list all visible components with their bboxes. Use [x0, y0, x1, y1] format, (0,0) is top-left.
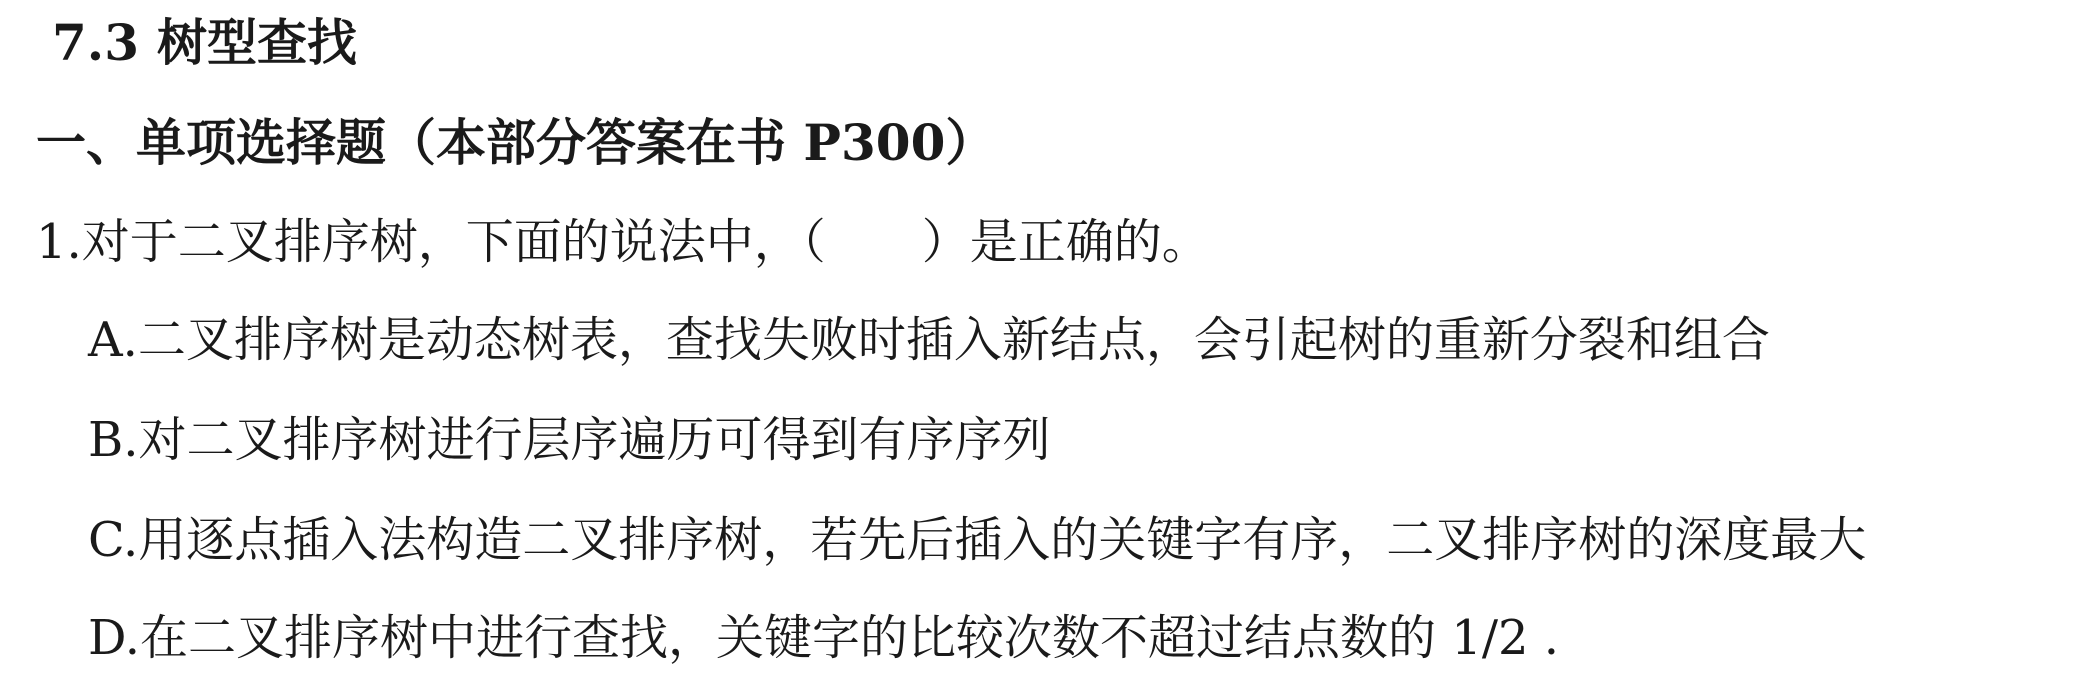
section-title: 树型查找: [157, 13, 357, 72]
part-heading: 一、单项选择题（本部分答案在书 P300）: [36, 113, 996, 172]
section-number: 7.3: [52, 13, 139, 72]
question-stem: 1.对于二叉排序树，下面的说法中，（ ）是正确的。: [36, 214, 1210, 270]
section-heading: [52, 13, 357, 72]
option-b: B.对二叉排序树进行层序遍历可得到有序序列: [88, 412, 1051, 468]
option-d: D.在二叉排序树中进行查找，关键字的比较次数不超过结点数的 1/2 .: [88, 610, 1560, 666]
option-c: C.用逐点插入法构造二叉排序树，若先后插入的关键字有序，二叉排序树的深度最大: [88, 512, 1867, 568]
option-a: A.二叉排序树是动态树表，查找失败时插入新结点，会引起树的重新分裂和组合: [88, 312, 1770, 368]
